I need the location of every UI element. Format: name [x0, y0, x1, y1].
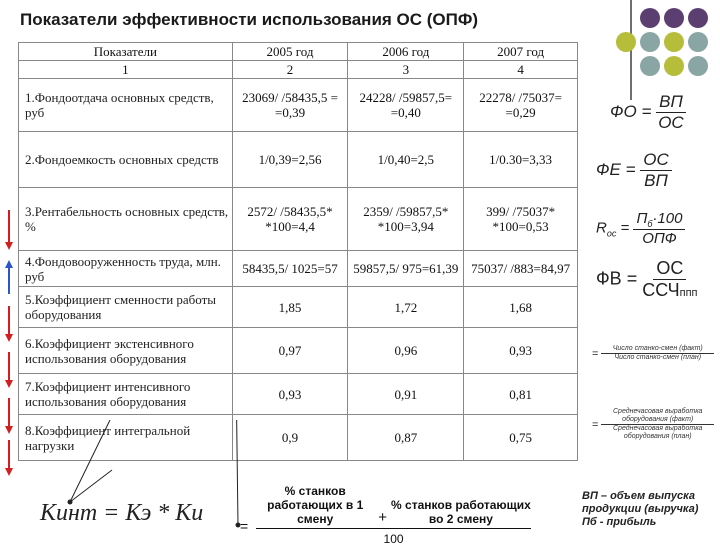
- formula-fv-den: ССЧ: [642, 280, 680, 300]
- table-row: [19, 251, 578, 287]
- table-row: [19, 287, 578, 328]
- value-2006: 1,72: [348, 287, 464, 328]
- down-arrow-icon: [4, 210, 14, 250]
- value-2006: 0,96: [348, 328, 464, 374]
- indicator-name: 7.Коэффициент интенсивного использования оборудования: [19, 374, 233, 415]
- dot-olive-1: [616, 32, 636, 52]
- formula-fe: [596, 150, 672, 191]
- formula-shift-den: 100: [383, 532, 404, 546]
- index-cell: 3: [348, 61, 464, 79]
- dot-teal-1: [640, 32, 660, 52]
- formula-ksm-den: Число станко-смен (план): [614, 354, 702, 361]
- formula-roc-num-rest: ·100: [652, 210, 683, 227]
- index-cell: 1: [19, 61, 233, 79]
- dot-olive-3: [664, 56, 684, 76]
- value-2005: 2572/ /58435,5* *100=4,4: [232, 188, 348, 251]
- value-2007: 1/0.30=3,33: [464, 132, 578, 188]
- formula-roc-num: П: [636, 210, 648, 227]
- table-header-row: [19, 43, 578, 61]
- value-2005: 0,97: [232, 328, 348, 374]
- dot-olive-2: [664, 32, 684, 52]
- formula-fo-num: ВП: [656, 92, 686, 113]
- value-2005: 0,9: [232, 415, 348, 461]
- efficiency-table: [18, 42, 578, 461]
- indicator-name: 8.Коэффициент интегральной нагрузки: [19, 415, 233, 461]
- value-2006: 59857,5/ 975=61,39: [348, 251, 464, 287]
- formula-ksm: = Число станко-смен (факт) Число станко-смен (план): [592, 345, 714, 362]
- formula-kint-small: = Среднечасовая выработка оборудования (факт) Среднечасовая выработка оборудования (план): [592, 408, 714, 441]
- note-line: ВП – объем выпуска: [582, 490, 695, 502]
- decorative-dots: [604, 8, 720, 88]
- formula-fv: [596, 258, 698, 301]
- value-2007: 399/ /75037* *100=0,53: [464, 188, 578, 251]
- value-2005: 1,85: [232, 287, 348, 328]
- value-2007: 0,93: [464, 328, 578, 374]
- down-arrow-icon: [4, 352, 14, 388]
- legend-note: [582, 490, 698, 529]
- formula-roc-eq: =: [620, 219, 630, 237]
- formula-fo-lhs: ФО =: [610, 101, 652, 121]
- header-cell: 2006 год: [348, 43, 464, 61]
- formula-fe-den: ВП: [644, 171, 668, 190]
- formula-shift-b: % станков работающих во 2 смену: [391, 498, 531, 526]
- value-2007: 22278/ /75037= =0,29: [464, 79, 578, 132]
- indicator-name: 3.Рентабельность основных средств, %: [19, 188, 233, 251]
- formula-kint-small-num: Среднечасовая выработка оборудования (факт): [601, 408, 714, 425]
- value-2007: 0,75: [464, 415, 578, 461]
- dot-purple-1: [640, 8, 660, 28]
- up-arrow-icon: [4, 260, 14, 294]
- value-2007: 1,68: [464, 287, 578, 328]
- formula-fe-lhs: ФЕ =: [596, 159, 636, 179]
- down-arrow-icon: [4, 306, 14, 342]
- formula-kint-small-den: Среднечасовая выработка оборудования (план): [613, 425, 703, 440]
- dot-teal-4: [688, 56, 708, 76]
- value-2007: 75037/ /883=84,97: [464, 251, 578, 287]
- down-arrow-icon: [4, 398, 14, 434]
- indicator-name: 1.Фондоотдача основных средств, руб: [19, 79, 233, 132]
- header-cell: Показатели: [19, 43, 233, 61]
- table-row: [19, 79, 578, 132]
- value-2006: 2359/ /59857,5* *100=3,94: [348, 188, 464, 251]
- formula-roc-num-sub: б: [647, 219, 653, 229]
- value-2006: 1/0,40=2,5: [348, 132, 464, 188]
- table-row: [19, 374, 578, 415]
- indicator-name: 2.Фондоемкость основных средств: [19, 132, 233, 188]
- indicator-name: 4.Фондовооруженность труда, млн. руб: [19, 251, 233, 287]
- header-cell: 2005 год: [232, 43, 348, 61]
- formula-ksm-num: Число станко-смен (факт): [601, 345, 714, 354]
- table-row: [19, 132, 578, 188]
- dot-teal-2: [688, 32, 708, 52]
- formula-shift-a: % станков работающих в 1 смену: [267, 484, 364, 526]
- dot-teal-3: [640, 56, 660, 76]
- formula-kint: Кинт = Кэ * Ки: [40, 500, 204, 526]
- dot-purple-3: [688, 8, 708, 28]
- table-row: [19, 188, 578, 251]
- formula-fv-den-sub: ппп: [679, 287, 698, 299]
- value-2006: 24228/ /59857,5= =0,40: [348, 79, 464, 132]
- value-2006: 0,91: [348, 374, 464, 415]
- formula-roc-lhs: R: [596, 219, 607, 237]
- indicator-name: 6.Коэффициент экстенсивного использования оборудования: [19, 328, 233, 374]
- value-2007: 0,81: [464, 374, 578, 415]
- page-title: Показатели эффективности использования ОС (ОПФ): [20, 10, 479, 29]
- table-index-row: [19, 61, 578, 79]
- indicator-name: 5.Коэффициент сменности работы оборудования: [19, 287, 233, 328]
- formula-fo: [610, 92, 686, 133]
- value-2005: 1/0,39=2,56: [232, 132, 348, 188]
- value-2006: 0,87: [348, 415, 464, 461]
- note-line: Пб - прибыль: [582, 516, 657, 528]
- dot-purple-2: [664, 8, 684, 28]
- formula-shift-eq: =: [240, 518, 249, 534]
- formula-roc: [596, 210, 685, 247]
- note-line: продукции (выручка): [582, 503, 699, 515]
- down-arrow-icon: [4, 440, 14, 476]
- header-cell: 2007 год: [464, 43, 578, 61]
- index-cell: 4: [464, 61, 578, 79]
- value-2005: 58435,5/ 1025=57: [232, 251, 348, 287]
- formula-shift-plus: +: [378, 509, 387, 526]
- value-2005: 0,93: [232, 374, 348, 415]
- formula-fv-num: ОС: [653, 258, 686, 280]
- formula-roc-sub: ос: [606, 228, 617, 239]
- index-cell: 2: [232, 61, 348, 79]
- formula-fo-den: ОС: [658, 113, 684, 132]
- table-row: [19, 328, 578, 374]
- value-2005: 23069/ /58435,5 = =0,39: [232, 79, 348, 132]
- formula-fv-lhs: ФВ =: [596, 268, 638, 289]
- formula-roc-den: ОПФ: [642, 230, 677, 247]
- formula-shift: [240, 484, 531, 546]
- formula-fe-num: ОС: [640, 150, 672, 171]
